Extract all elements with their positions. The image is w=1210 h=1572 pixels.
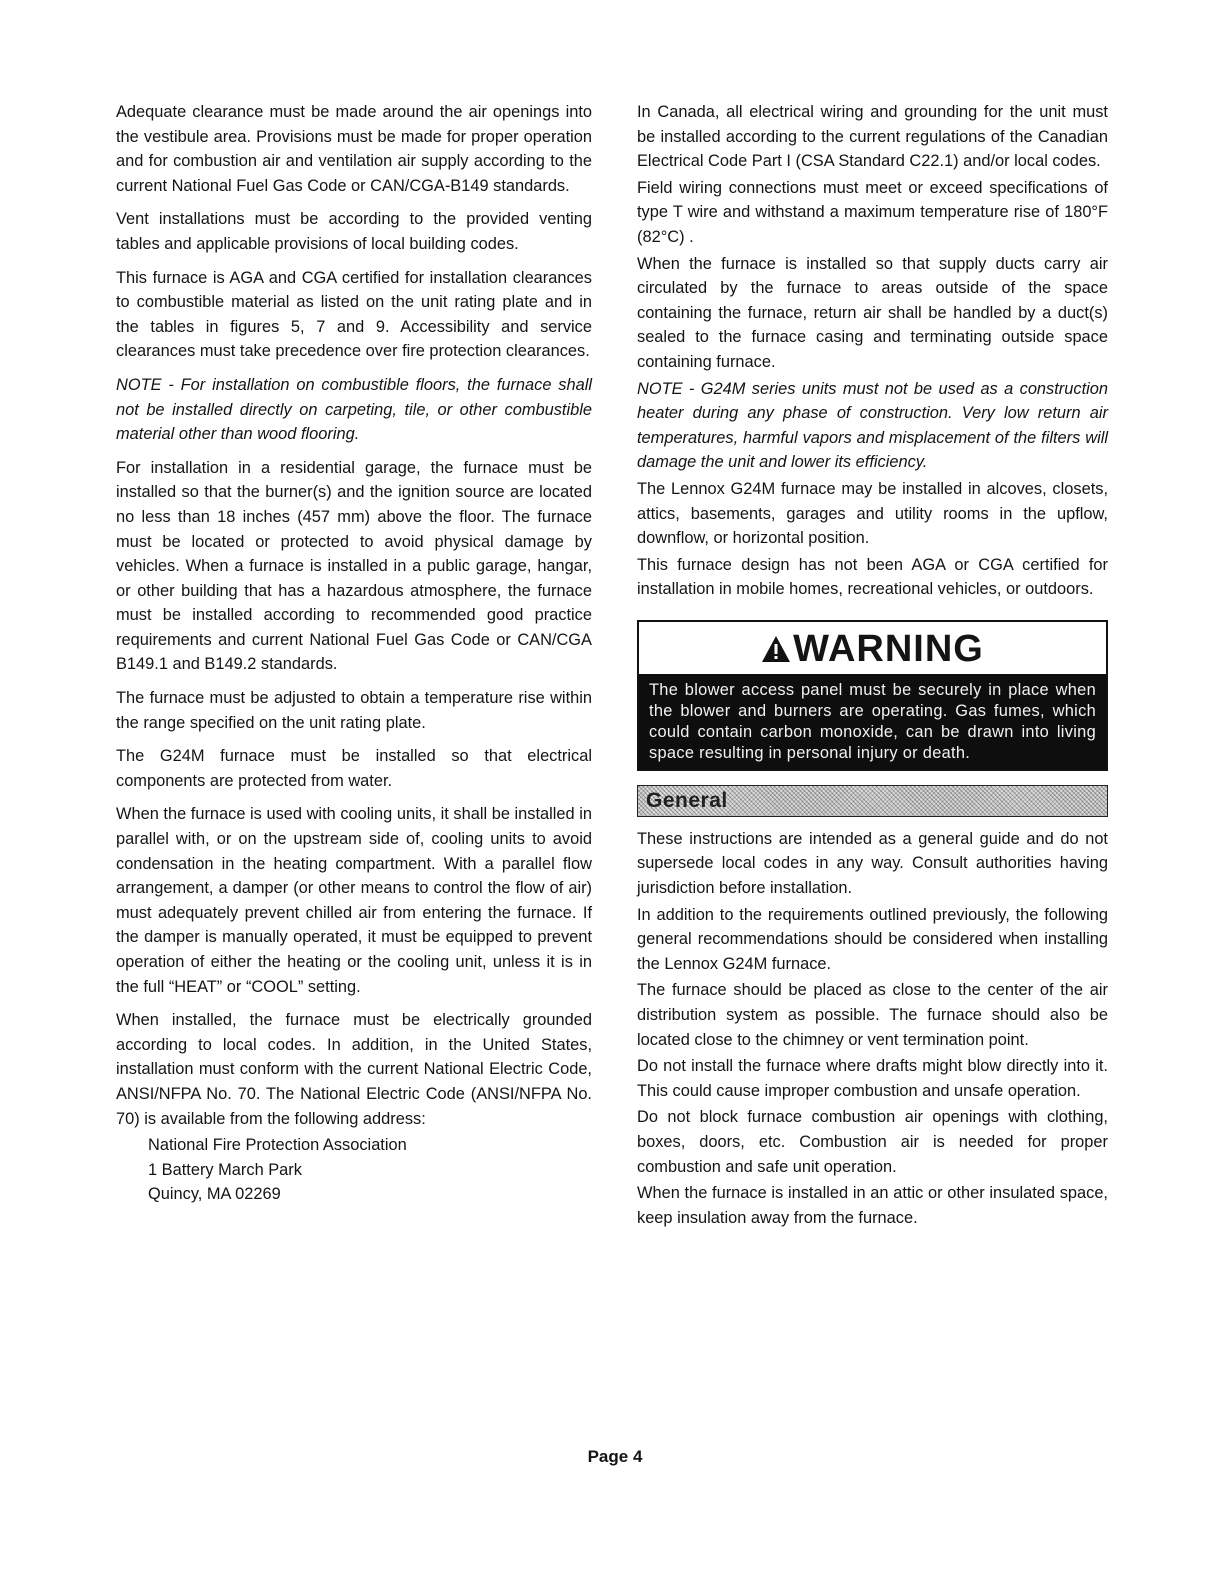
- paragraph-air-openings: Adequate clearance must be made around the air openings into the vestibule area. Provisions must be made for proper operation and for combustion air and ventilation air supply according to the current National Fuel Gas Code or CAN/CGA-B149 standards.: [116, 103, 592, 195]
- general-heading: General: [646, 788, 728, 812]
- paragraph-electrical-protection: The G24M furnace must be installed so that electrical components are protected from water.: [116, 747, 592, 790]
- paragraph-general-guide: These instructions are intended as a general guide and do not supersede local codes in any way. Consult authorities having jurisdiction before installation.: [637, 829, 1108, 898]
- warning-triangle-icon: [761, 635, 791, 663]
- paragraph-cooling-units: When the furnace is used with cooling units, it shall be installed in parallel with, or on the upstream side of, cooling units to avoid condensation in the heating compartment. With a parallel flow arrangement, a damper (or other means to control the flow of air) must adequately prevent chilled air from entering the furnace. If the damper is manually operated, it must be equipped to prevent operation of either the heating or the cooling unit, unless it is in the full “HEAT” or “COOL” setting.: [116, 805, 592, 996]
- note-combustible-floors: NOTE - For installation on combustible floors, the furnace shall not be installed directly on carpeting, tile, or other combustible material other than wood flooring.: [116, 375, 592, 444]
- paragraph-mobile-homes: This furnace design has not been AGA or CGA certified for installation in mobile homes, recreational vehicles, or outdoors.: [637, 555, 1108, 599]
- nfpa-address: [148, 1133, 592, 1207]
- paragraph-general-recommendations: In addition to the requirements outlined previously, the following general recommendations should be considered when installing the Lennox G24M furnace.: [637, 905, 1108, 973]
- paragraph-placement: The furnace should be placed as close to the center of the air distribution system as possible. The furnace should also be located close to the chimney or vent termination point.: [637, 981, 1108, 1049]
- paragraph-insulation: When the furnace is installed in an attic or other insulated space, keep insulation away from the furnace.: [637, 1184, 1108, 1227]
- paragraph-certification-clearances: This furnace is AGA and CGA certified for installation clearances to combustible material as listed on the unit rating plate and in the tables in figures 5, 7 and 9. Accessibility and service clearances must take precedence over fire protection clearances.: [116, 268, 592, 361]
- paragraph-installation-locations: The Lennox G24M furnace may be installed in alcoves, closets, attics, basements, garages and utility rooms in the upflow, downflow, or horizontal position.: [637, 479, 1108, 548]
- paragraph-field-wiring: Field wiring connections must meet or exceed specifications of type T wire and withstand a maximum temperature rise of 180°F (82°C) .: [637, 178, 1108, 246]
- paragraph-drafts: Do not install the furnace where drafts might blow directly into it. This could cause improper combustion and unsafe operation.: [637, 1057, 1108, 1100]
- paragraph-canada-wiring: In Canada, all electrical wiring and grounding for the unit must be installed according to the current regulations of the Canadian Electrical Code Part I (CSA Standard C22.1) and/or local codes.: [637, 103, 1108, 171]
- address-line-1: National Fire Protection Association: [148, 1136, 407, 1155]
- paragraph-temperature-rise: The furnace must be adjusted to obtain a temperature rise within the range specified on the unit rating plate.: [116, 689, 592, 732]
- right-column: [637, 100, 1108, 1232]
- paragraph-electrical-grounding: When installed, the furnace must be electrically grounded according to local codes. In addition, in the United States, installation must conform with the current National Electric Code, ANSI/NFPA No. 70. The National Electric Code (ANSI/NFPA No. 70) is available from the following address:: [116, 1011, 592, 1128]
- address-line-2: 1 Battery March Park: [148, 1160, 302, 1179]
- paragraph-supply-ducts: When the furnace is installed so that supply ducts carry air circulated by the furnace to areas outside of the space containing the furnace, return air shall be handled by a duct(s) sealed to the furnace casing and terminating outside space containing furnace.: [637, 254, 1108, 371]
- address-line-3: Quincy, MA 02269: [148, 1185, 281, 1204]
- paragraph-combustion-air: Do not block furnace combustion air openings with clothing, boxes, doors, etc. Combustion air is needed for proper combustion and safe unit operation.: [637, 1108, 1108, 1176]
- general-section-header: [637, 785, 1108, 817]
- warning-heading: [639, 622, 1106, 674]
- warning-title: WARNING: [793, 627, 984, 670]
- warning-box: [637, 620, 1108, 771]
- paragraph-residential-garage: For installation in a residential garage, the furnace must be installed so that the burner(s) and the ignition source are located no less than 18 inches (457 mm) above the floor. The furnace must be located or protected to avoid physical damage by vehicles. When a furnace is installed in a public garage, hangar, or other building that has a hazardous atmosphere, the furnace must be installed according to recommended good practice requirements and current National Fuel Gas Code or CAN/CGA B149.1 and B149.2 standards.: [116, 458, 592, 674]
- paragraph-vent-installations: Vent installations must be according to the provided venting tables and applicable provisions of local building codes.: [116, 210, 592, 253]
- warning-body: The blower access panel must be securely in place when the blower and burners are operating. Gas fumes, which could contain carbon monoxide, can be drawn into living space resulting in personal injury or death.: [639, 674, 1106, 769]
- page-number: Page 4: [587, 1447, 643, 1466]
- left-column: [116, 100, 592, 1207]
- note-construction-heater: NOTE - G24M series units must not be used as a construction heater during any phase of construction. Very low return air temperatures, harmful vapors and misplacement of the filters will damage the unit and lower its efficiency.: [637, 379, 1108, 472]
